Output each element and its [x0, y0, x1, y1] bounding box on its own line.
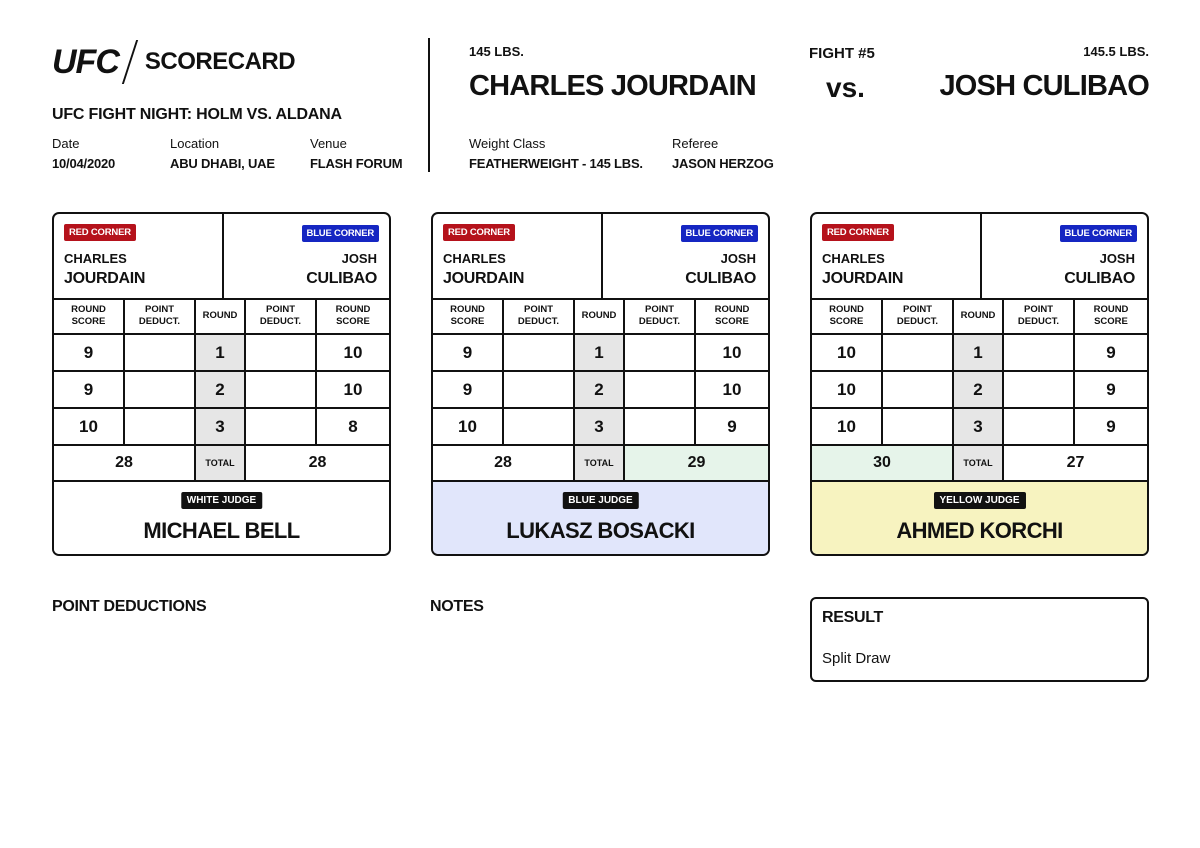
red-round-score: 10 — [433, 409, 504, 444]
ufc-scorecard-logo — [52, 38, 295, 86]
blue-point-deduction — [625, 335, 696, 370]
round-number: 3 — [575, 409, 625, 444]
score-grid — [54, 298, 389, 482]
versus-label: vs. — [826, 72, 865, 103]
round-header: ROUND — [575, 298, 625, 333]
blue-corner-badge: BLUE CORNER — [681, 225, 758, 242]
blue-point-deduction — [1004, 409, 1075, 444]
blue-point-deduction — [246, 372, 317, 407]
red-point-deduction — [883, 372, 954, 407]
blue-round-score: 10 — [722, 379, 742, 399]
blue-last-name: CULIBAO — [306, 270, 377, 287]
red-point-deduct-header: POINT DEDUCT. — [883, 298, 954, 333]
blue-point-deduction — [246, 409, 317, 444]
corner-divider — [601, 214, 603, 298]
red-first-name: CHARLES — [443, 251, 506, 266]
red-point-deduct-header: POINT DEDUCT. — [504, 298, 575, 333]
blue-first-name: JOSH — [341, 251, 377, 266]
blue-round-score: 9 — [1106, 342, 1116, 362]
red-point-deduction — [125, 335, 196, 370]
corner-divider — [980, 214, 982, 298]
blue-round-score: 10 — [722, 342, 742, 362]
red-corner-badge: RED CORNER — [64, 224, 136, 241]
judge-color-badge: BLUE JUDGE — [562, 492, 638, 509]
blue-total: 27 — [1066, 454, 1085, 471]
red-corner-badge: RED CORNER — [822, 224, 894, 241]
judge-color-badge: YELLOW JUDGE — [933, 492, 1025, 509]
event-title: UFC FIGHT NIGHT: HOLM VS. ALDANA — [52, 106, 342, 123]
red-last-name: JOURDAIN — [64, 270, 146, 287]
total-label: TOTAL — [954, 446, 1004, 480]
red-first-name: CHARLES — [822, 251, 885, 266]
venue-label: Venue — [310, 136, 347, 151]
blue-point-deduction — [625, 409, 696, 444]
corner-header — [54, 214, 389, 300]
red-point-deduction — [883, 409, 954, 444]
corner-header — [812, 214, 1147, 300]
red-round-score: 10 — [812, 372, 883, 407]
judge-panel — [433, 482, 768, 556]
round-number: 2 — [575, 372, 625, 407]
red-round-score: 10 — [812, 409, 883, 444]
judge-scorecard — [431, 212, 770, 556]
scorecard-logo-text: SCORECARD — [144, 48, 296, 75]
round-row — [812, 409, 1147, 446]
red-round-score: 9 — [54, 335, 125, 370]
round-row — [54, 335, 389, 372]
round-number: 1 — [954, 335, 1004, 370]
red-last-name: JOURDAIN — [822, 270, 904, 287]
blue-corner-badge: BLUE CORNER — [302, 225, 379, 242]
round-row — [433, 372, 768, 409]
red-total: 30 — [812, 446, 954, 480]
venue-value: FLASH FORUM — [310, 156, 403, 171]
red-point-deduction — [125, 409, 196, 444]
location-value: ABU DHABI, UAE — [170, 156, 275, 171]
blue-round-score: 9 — [1106, 379, 1116, 399]
judge-scorecard — [52, 212, 391, 556]
round-number: 2 — [954, 372, 1004, 407]
red-corner-badge: RED CORNER — [443, 224, 515, 241]
judge-scorecard — [810, 212, 1149, 556]
round-number: 2 — [196, 372, 246, 407]
weight-class-label: Weight Class — [469, 136, 546, 151]
referee-label: Referee — [672, 136, 719, 151]
round-row — [433, 409, 768, 446]
blue-point-deduct-header: POINT DEDUCT. — [246, 298, 317, 333]
red-point-deduction — [504, 409, 575, 444]
fight-number: FIGHT #5 — [809, 45, 875, 62]
total-row — [433, 446, 768, 482]
blue-round-score: 9 — [727, 416, 737, 436]
total-row — [54, 446, 389, 482]
blue-point-deduct-header: POINT DEDUCT. — [1004, 298, 1075, 333]
red-round-score: 10 — [54, 409, 125, 444]
round-header: ROUND — [196, 298, 246, 333]
blue-last-name: CULIBAO — [685, 270, 756, 287]
blue-round-score: 9 — [1106, 416, 1116, 436]
red-point-deduction — [504, 372, 575, 407]
red-round-score-header: ROUND SCORE — [433, 298, 504, 333]
judge-name: LUKASZ BOSACKI — [506, 518, 695, 543]
blue-weight: 145.5 LBS. — [1083, 44, 1149, 59]
red-first-name: CHARLES — [64, 251, 127, 266]
total-label: TOTAL — [575, 446, 625, 480]
round-number: 3 — [954, 409, 1004, 444]
corner-divider — [222, 214, 224, 298]
blue-round-score: 8 — [348, 416, 358, 436]
round-number: 3 — [196, 409, 246, 444]
red-total: 28 — [54, 446, 196, 480]
round-row — [812, 335, 1147, 372]
total-label: TOTAL — [196, 446, 246, 480]
logo-divider — [122, 40, 138, 84]
location-label: Location — [170, 136, 220, 151]
red-round-score: 9 — [433, 335, 504, 370]
round-row — [812, 372, 1147, 409]
blue-total: 28 — [308, 454, 327, 471]
blue-round-score-header: ROUND SCORE — [1093, 303, 1129, 327]
round-header: ROUND — [954, 298, 1004, 333]
blue-round-score: 10 — [343, 379, 363, 399]
round-row — [54, 372, 389, 409]
red-last-name: JOURDAIN — [443, 270, 525, 287]
red-point-deduction — [125, 372, 196, 407]
blue-last-name: CULIBAO — [1064, 270, 1135, 287]
notes-heading: NOTES — [430, 598, 484, 615]
blue-point-deduction — [1004, 335, 1075, 370]
red-point-deduction — [504, 335, 575, 370]
point-deductions-heading: POINT DEDUCTIONS — [52, 598, 207, 615]
red-round-score: 10 — [812, 335, 883, 370]
judge-panel — [54, 482, 389, 556]
red-fighter-name: CHARLES JOURDAIN — [469, 70, 756, 102]
blue-round-score-header: ROUND SCORE — [714, 303, 750, 327]
score-header-row — [433, 298, 768, 335]
judge-color-badge: WHITE JUDGE — [181, 492, 262, 509]
blue-round-score-header: ROUND SCORE — [335, 303, 371, 327]
red-point-deduct-header: POINT DEDUCT. — [125, 298, 196, 333]
header-divider — [428, 38, 430, 172]
blue-fighter-name: JOSH CULIBAO — [939, 70, 1149, 102]
result-value: Split Draw — [822, 650, 891, 667]
blue-point-deduct-header: POINT DEDUCT. — [625, 298, 696, 333]
corner-header — [433, 214, 768, 300]
date-label: Date — [52, 136, 80, 151]
red-round-score: 9 — [54, 372, 125, 407]
result-heading: RESULT — [822, 609, 884, 626]
blue-first-name: JOSH — [720, 251, 756, 266]
red-point-deduction — [883, 335, 954, 370]
result-box — [810, 597, 1149, 682]
round-row — [54, 409, 389, 446]
score-grid — [433, 298, 768, 482]
blue-point-deduction — [1004, 372, 1075, 407]
judge-name: AHMED KORCHI — [896, 518, 1063, 543]
blue-total: 29 — [625, 446, 768, 480]
red-round-score-header: ROUND SCORE — [812, 298, 883, 333]
round-row — [433, 335, 768, 372]
blue-corner-badge: BLUE CORNER — [1060, 225, 1137, 242]
weight-class-value: FEATHERWEIGHT - 145 LBS. — [469, 156, 643, 171]
referee-value: JASON HERZOG — [672, 156, 774, 171]
date-value: 10/04/2020 — [52, 156, 116, 171]
score-header-row — [812, 298, 1147, 335]
score-grid — [812, 298, 1147, 482]
red-round-score-header: ROUND SCORE — [54, 298, 125, 333]
ufc-logo-text: UFC — [52, 42, 119, 81]
red-weight: 145 LBS. — [469, 44, 524, 59]
blue-point-deduction — [625, 372, 696, 407]
total-row — [812, 446, 1147, 482]
red-total: 28 — [433, 446, 575, 480]
judge-name: MICHAEL BELL — [143, 518, 300, 543]
blue-round-score: 10 — [343, 342, 363, 362]
round-number: 1 — [575, 335, 625, 370]
round-number: 1 — [196, 335, 246, 370]
judge-panel — [812, 482, 1147, 556]
score-header-row — [54, 298, 389, 335]
blue-point-deduction — [246, 335, 317, 370]
blue-first-name: JOSH — [1099, 251, 1135, 266]
red-round-score: 9 — [433, 372, 504, 407]
